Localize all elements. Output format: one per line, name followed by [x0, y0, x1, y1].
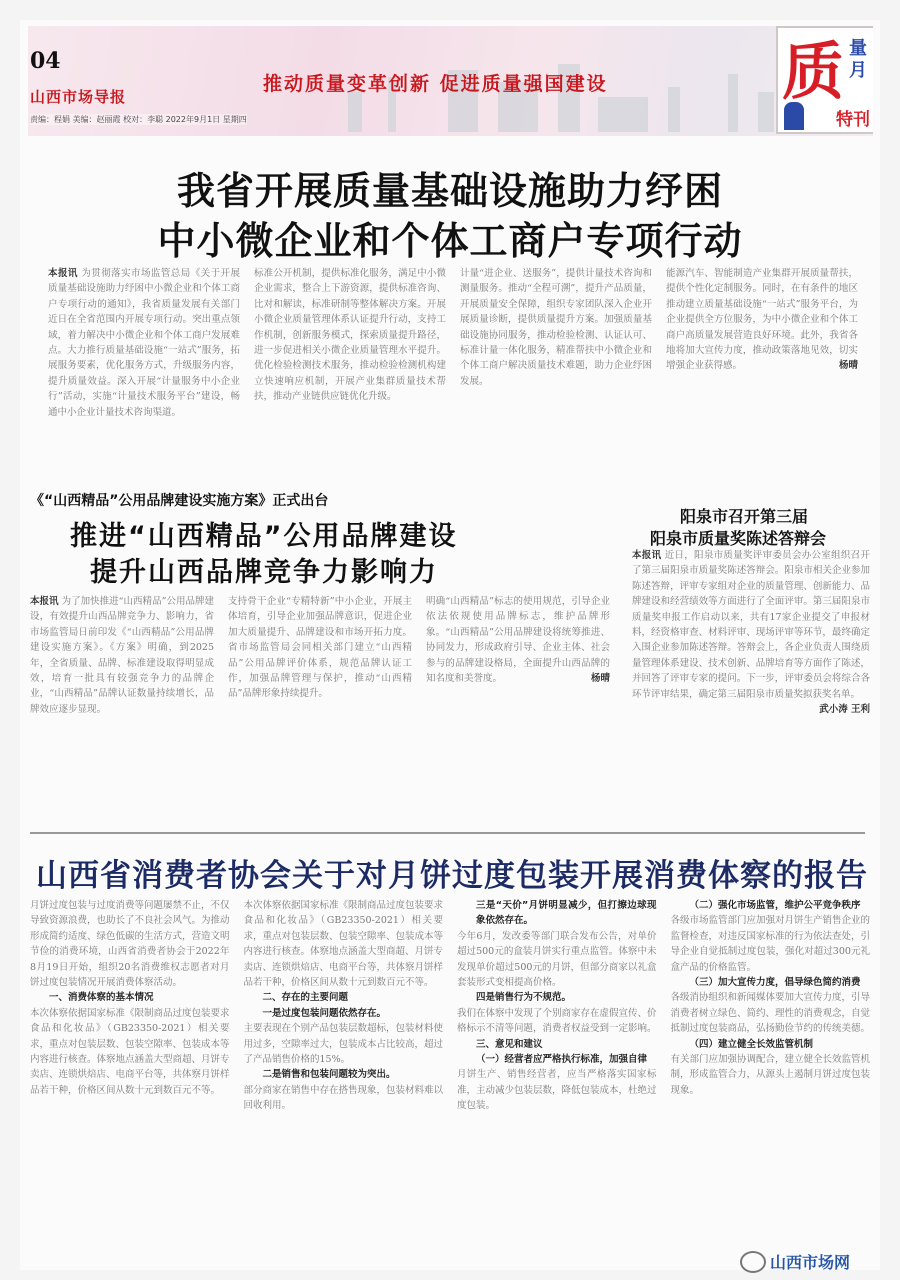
report-column-2 [244, 898, 444, 1258]
paragraph: 主要表现在个别产品包装层数超标，包装材料使用过多，空隙率过大，包装成本占比较高，超过了产品销售价格的15%。 [243, 1023, 443, 1066]
page-number: 04 [30, 48, 61, 74]
consumer-report-headline: 山西省消费者协会关于对月饼过度包装开展消费体察的报告 [36, 858, 868, 894]
lead-column-1 [48, 266, 240, 481]
section-heading: （二）强化市场监管，维护公平竞争秩序 [689, 900, 861, 911]
newspaper-page [20, 20, 880, 1270]
paragraph: 明确“山西精品”标志的使用规范，引导企业依法依规使用品牌标志，维护品牌形象。“山西精品”公用品牌建设将统筹推进、协同发力，形成政府引导、企业主体、社会参与的品牌建设格局，全面提升山西品牌的知名度和美誉度。 [426, 596, 610, 685]
brand-column-3 [426, 594, 610, 829]
section-heading: （四）建立健全长效监管机制 [689, 1038, 814, 1050]
paragraph: 各级消协组织和新闻媒体要加大宣传力度，引导消费者树立绿色、简约、理性的消费观念，自觉抵制过度包装商品，弘扬勤俭节约的传统美德。 [670, 992, 870, 1035]
masthead [28, 26, 873, 136]
paragraph: 为贯彻落实市场监管总局《关于开展质量基础设施助力纾困中小微企业和个体工商户专项行动的通知》，我省质量发展有关部门近日在全省范围内开展专项行动。突出重点领域，着力解决中小微企业和个体工商户发展难点。大力推行质量基础设施“一站式”服务，拓展服务要素，优化服务方式，升级服务内容，提升质量效益。深入开展“计量服务中小企业行”活动，实施“计量技术服务平台”建设，畅通中小企业计量技术咨询渠道。 [48, 268, 240, 418]
lead-column-2 [254, 266, 446, 481]
section-heading: 二、存在的主要问题 [262, 992, 349, 1004]
section-heading: 四是销售行为不规范。 [476, 992, 572, 1004]
paragraph: 本次体察依据国家标准《限制商品过度包装要求 食品和化妆品》（GB23350-2021）相关要求，重点对包装层数、包装空隙率、包装成本等内容进行核查。体察地点涵盖大型商超、月饼专卖店、连锁烘焙店、电商平台等，共体察月饼样品若干种，价格区间从数十元到数百元不等。 [243, 900, 443, 989]
yangquan-headline-line1: 阳泉市召开第三届 [680, 507, 809, 526]
yangquan-headline-line2: 阳泉市质量奖陈述答辩会 [650, 529, 827, 548]
report-column-4 [671, 898, 871, 1258]
section-divider [30, 832, 865, 834]
paragraph: 计量“进企业、送服务”，提供计量技术咨询和测量服务。推动“全程可溯”，提升产品质量，开展质量安全保障，组织专家团队深入企业开展质量诊断，提供质量提升方案。加强质量基础设施协同服务，推动检验检测、认证认可、标准计量一体化服务，精准帮扶中小微企业和个体工商户解决质量技术难题，助力企业纾困发展。 [460, 268, 652, 387]
byline: 武小涛 王利 [819, 704, 870, 716]
paragraph: 能源汽车、智能制造产业集群开展质量帮扶，提供个性化定制服务。同时，在有条件的地区推动建立质量基础设施“一站式”服务平台，为企业提供全方位服务，为中小微企业和个体工商户高质量发展营造良好环境。此外，我省各地将加大宣传力度，推动政策落地见效，切实增强企业获得感。 [666, 268, 858, 372]
watermark [740, 1250, 850, 1273]
lead-tag: 本报讯 [30, 596, 59, 607]
brand-column-2 [228, 594, 412, 829]
quality-month-badge [776, 26, 873, 134]
paragraph: 有关部门应加强协调配合，建立健全长效监管机制，形成监管合力，从源头上遏制月饼过度包装现象。 [670, 1054, 870, 1096]
brand-column-1 [30, 594, 214, 829]
paragraph: 为了加快推进“山西精品”公用品牌建设，有效提升山西品牌竞争力、影响力，省市场监管局日前印发《“山西精品”公用品牌建设实施方案》。《方案》明确，到2025年，全省质量、品牌、标准建设取得明显成效，培育一批具有较强竞争力的品牌企业，“山西精品”品牌认证数量持续增长，品牌效应逐步显现。 [30, 596, 214, 715]
report-column-1 [30, 898, 230, 1258]
section-heading: 三是“天价”月饼明显减少，但打擦边球现象依然存在。 [476, 900, 657, 927]
yangquan-story-body [632, 548, 870, 830]
paragraph: 今年6月，发改委等部门联合发布公告，对单价超过500元的盒装月饼实行重点监管。体察中未发现单价超过500元的月饼，但部分商家以礼盒套装形式变相提高价格。 [457, 930, 657, 989]
yangquan-column [632, 548, 870, 830]
consumer-report-body [30, 898, 870, 1258]
byline: 杨晴 [590, 673, 610, 685]
section-heading: 一是过度包装问题依然存在。 [262, 1007, 387, 1019]
section-heading: （三）加大宣传力度，倡导绿色简约消费 [689, 977, 861, 989]
paragraph: 部分商家在销售中存在搭售现象，包装材料难以回收利用。 [243, 1084, 443, 1112]
lead-headline-line2: 中小微企业和个体工商户专项行动 [157, 219, 743, 263]
credits-line: 责编：程娟 美编：赵丽霞 校对：李聪 2022年9月1日 星期四 [30, 115, 247, 124]
slogan: 推动质量变革创新 促进质量强国建设 [263, 73, 608, 95]
paper-name: 山西市场导报 [30, 88, 127, 106]
paragraph: 月饼过度包装与过度消费等问题屡禁不止，不仅导致资源浪费，也助长了不良社会风气。为推动形成简约适度、绿色低碳的生活方式，营造文明节俭的消费环境，山西省消费者协会于2022年8月19日开始，组织20名消费维权志愿者对月饼过度包装情况开展消费体察活动。 [30, 900, 230, 989]
paragraph: 各级市场监管部门应加强对月饼生产销售企业的监督检查，对违反国家标准的行为依法查处，引导企业自觉抵制过度包装，强化对超过300元礼盒产品的价格监管。 [670, 915, 870, 973]
lead-story-body [48, 266, 858, 481]
lead-column-4 [666, 266, 858, 481]
paragraph: 月饼生产、销售经营者，应当严格落实国家标准，主动减少包装层数，降低包装成本，杜绝过度包装。 [457, 1069, 657, 1112]
section-heading: 二是销售和包装问题较为突出。 [262, 1069, 396, 1081]
brand-headline-line1: 推进“山西精品”公用品牌建设 [70, 521, 458, 552]
lead-tag: 本报讯 [632, 550, 662, 561]
brand-kicker: 《“山西精品”公用品牌建设实施方案》正式出台 [30, 493, 329, 509]
watermark-label: 山西市场网 [770, 1253, 851, 1272]
paragraph: 本次体察依据国家标准《限制商品过度包装要求 食品和化妆品》（GB23350-2021）相关要求，重点对包装层数、包装空隙率、包装成本等内容进行核查。体察地点涵盖大型商超、月饼专卖店、连锁烘焙店、电商平台等，共体察月饼样品若干种，价格区间从数十元到数百元不等。 [30, 1007, 230, 1096]
section-heading: 三、意见和建议 [476, 1038, 543, 1050]
badge-side-text: 量月 [849, 38, 867, 81]
brand-headline-line2: 提升山西品牌竞争力影响力 [90, 557, 438, 588]
badge-big-char: 质 [782, 35, 845, 108]
lead-column-3 [460, 266, 652, 481]
section-heading: 一、消费体察的基本情况 [49, 992, 154, 1004]
section-heading: （一）经营者应严格执行标准，加强自律 [476, 1054, 648, 1066]
paragraph: 我们在体察中发现了个别商家存在虚假宣传、价格标示不清等问题，消费者权益受到一定影响。 [457, 1007, 657, 1035]
lead-tag: 本报讯 [48, 268, 78, 279]
paragraph: 近日，阳泉市质量奖评审委员会办公室组织召开了第三届阳泉市质量奖陈述答辩会。阳泉市相关企业参加陈述答辩，评审专家组对企业的质量管理、创新能力、品牌建设和经营绩效等方面进行了全面评审。第三届阳泉市质量奖申报工作启动以来，共有17家企业提交了申报材料，经资格审查、材料评审、现场评审等环节，最终确定入围企业参加陈述答辩。答辩会上，各企业负责人围绕质量管理体系建设、技术创新、品牌培育等方面作了陈述，并回答了评审专家的提问。下一步，评审委员会将综合各环节评审结果，确定第三届阳泉市质量奖拟获奖名单。 [632, 550, 870, 700]
byline: 杨晴 [838, 360, 858, 372]
brand-story-body [30, 594, 610, 829]
paragraph: 支持骨干企业“专精特新”中小企业，开展主体培育，引导企业加强品牌意识，促进企业加大质量提升、品牌建设和市场开拓力度。省市场监管局会同相关部门建立“山西精品”公用品牌评价体系，规范品牌认证工作，加强品牌管理与保护，推动“山西精品”品牌形象持续提升。 [228, 596, 412, 700]
paragraph: 标准公开机制，提供标准化服务，满足中小微企业需求，整合上下游资源，提供标准咨询、比对和解读，标准研制等整体解决方案。开展小微企业质量管理体系认证提升行动，支持工作机制，创新服务模式，探索质量提升路径，进一步促进相关小微企业质量管理水平提升。优化检验检测技术服务，推动检验检测机构建立快速响应机制，开展产业集群质量技术帮扶，推动产业链供应链优化升级。 [254, 268, 446, 403]
report-column-3 [457, 898, 657, 1258]
wechat-icon [740, 1251, 766, 1273]
lead-headline-line1: 我省开展质量基础设施助力纾困 [176, 169, 723, 213]
badge-special-text: 特刊 [836, 110, 870, 130]
